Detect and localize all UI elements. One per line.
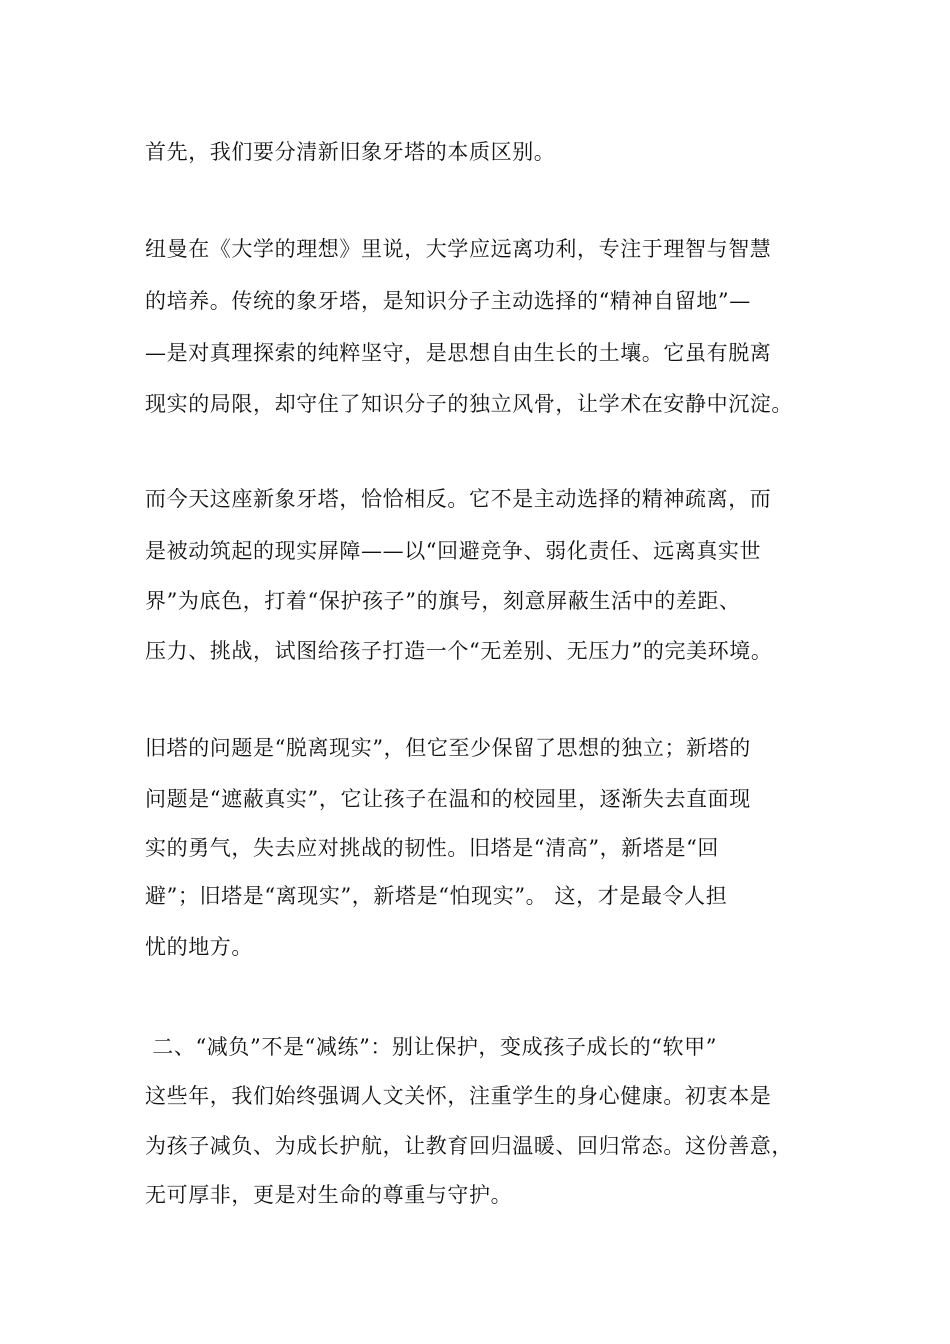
paragraph-4-line-3: 实的勇气，失去应对挑战的韧性。旧塔是“清高”，新塔是“回: [145, 836, 720, 860]
paragraph-3-line-4: 压力、挑战，试图给孩子打造一个“无差别、无压力”的完美环境。: [145, 639, 773, 663]
paragraph-5-line-3: 无可厚非，更是对生命的尊重与守护。: [145, 1183, 513, 1207]
paragraph-2-line-1: 纽曼在《大学的理想》里说，大学应远离功利，专注于理智与智慧: [145, 237, 772, 261]
paragraph-2-line-4: 现实的局限，却守住了知识分子的独立风骨，让学术在安静中沉淀。: [145, 392, 793, 416]
paragraph-3-line-2: 是被动筑起的现实屏障——以“回避竞争、弱化责任、远离真实世: [145, 539, 762, 563]
paragraph-3-line-1: 而今天这座新象牙塔，恰恰相反。它不是主动选择的精神疏离，而: [145, 487, 772, 511]
paragraph-2-line-2: 的培养。传统的象牙塔，是知识分子主动选择的“精神自留地”—: [145, 289, 751, 313]
paragraph-1-line-1: 首先，我们要分清新旧象牙塔的本质区别。: [145, 140, 556, 164]
paragraph-4-line-4: 避”；旧塔是“离现实”，新塔是“怕现实”。 这，才是最令人担: [145, 884, 728, 908]
paragraph-4-line-1: 旧塔的问题是“脱离现实”，但它至少保留了思想的独立；新塔的: [145, 736, 751, 760]
paragraph-2-line-3: —是对真理探索的纯粹坚守，是思想自由生长的土壤。它虽有脱离: [145, 341, 772, 365]
paragraph-5-line-2: 为孩子减负、为成长护航，让教育回归温暖、回归常态。这份善意，: [145, 1134, 793, 1158]
paragraph-4-line-2: 问题是“遮蔽真实”，它让孩子在温和的校园里，逐渐失去直面现: [145, 787, 751, 811]
paragraph-3-line-3: 界”为底色，打着“保护孩子”的旗号，刻意屏蔽生活中的差距、: [145, 589, 741, 613]
section-heading: 二、“减负”不是“减练”：别让保护，变成孩子成长的“软甲”: [145, 1035, 718, 1059]
paragraph-5-line-1: 这些年，我们始终强调人文关怀，注重学生的身心健康。初衷本是: [145, 1084, 772, 1108]
paragraph-4-line-5: 忧的地方。: [145, 935, 253, 959]
